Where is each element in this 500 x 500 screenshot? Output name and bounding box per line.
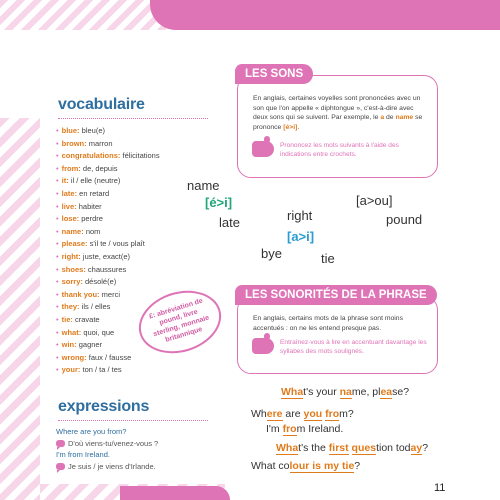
vocabulary-term: sorry: — [61, 277, 83, 287]
stress: Wha — [276, 442, 299, 454]
expressions-block — [56, 426, 158, 472]
word-tie: tie — [321, 251, 335, 266]
vocabulary-translation: chaussures — [87, 264, 127, 274]
sonorites-text: En anglais, certains mots de la phrase sont moins accentués : on ne les entend presque pas. — [253, 315, 403, 332]
sentence-4 — [276, 442, 428, 454]
word-right: right — [287, 208, 313, 223]
vocabulary-item — [56, 264, 160, 277]
sentence-3 — [266, 423, 343, 435]
vocabulary-term: congratulations: — [61, 151, 121, 161]
vocabulary-term: please: — [61, 239, 88, 249]
bullet-icon: • — [56, 289, 59, 299]
bullet-icon: • — [56, 214, 59, 224]
stress: fro — [325, 408, 340, 420]
vocabulary-item — [56, 213, 160, 226]
bullet-icon: • — [56, 201, 59, 211]
bullet-icon: • — [56, 314, 59, 324]
stress: tie — [342, 460, 355, 472]
vocabulary-item — [56, 125, 160, 138]
stress: ay — [410, 442, 423, 454]
stress: you — [303, 408, 323, 420]
vocabulary-translation: s'il te / vous plaît — [89, 239, 145, 249]
vocabulary-translation: habiter — [78, 201, 102, 211]
word-late: late — [219, 215, 240, 230]
vocabulary-term: lose: — [61, 214, 80, 224]
bullet-icon: • — [56, 365, 59, 375]
vocabulary-term: your: — [61, 365, 81, 375]
sons-text: En anglais, certaines voyelles sont prononcées avec un son que l'on appelle « diphtongue », c'est-à-dire avec deux sons qui se suivent. Par exemple, le a de name se prononce [é>i]. — [253, 95, 423, 131]
bullet-icon: • — [56, 151, 59, 161]
unstressed: are — [282, 408, 304, 420]
vocabulary-rule — [58, 118, 208, 119]
vocabulary-term: from: — [61, 163, 81, 173]
vocabulary-translation: faux / fausse — [88, 352, 132, 362]
sentence-5 — [251, 460, 360, 472]
unstressed: se? — [392, 386, 410, 398]
vocabulary-translation: ils / elles — [81, 302, 111, 312]
vocabulary-translation: il / elle (neutre) — [70, 176, 121, 186]
bullet-icon: • — [56, 352, 59, 362]
unstressed: me, pl — [351, 386, 381, 398]
expression-answer-en: I'm from Ireland. — [56, 450, 110, 459]
phonetic-ei: [é>i] — [205, 195, 233, 210]
expressions-rule — [58, 420, 208, 421]
top-pink-tab — [150, 0, 500, 30]
vocabulary-item — [56, 352, 160, 365]
pointing-hand-icon — [252, 141, 274, 157]
unstressed: What co — [251, 460, 290, 472]
sons-text-2: de — [386, 114, 394, 122]
vocabulary-item — [56, 276, 160, 289]
bullet-icon: • — [56, 264, 59, 274]
vocabulary-translation: marron — [88, 138, 113, 148]
stress: fro — [282, 423, 297, 435]
bullet-icon: • — [56, 239, 59, 249]
bullet-icon: • — [56, 163, 59, 173]
bottom-pink-tab — [120, 486, 230, 500]
word-pound: pound — [386, 212, 423, 227]
speech-bubble-icon — [56, 463, 65, 470]
unstressed: m? — [339, 408, 354, 420]
vocabulary-translation: gagner — [78, 340, 103, 350]
bullet-icon: • — [56, 138, 59, 148]
expression-question-fr-text: D'où viens-tu/venez-vous ? — [68, 438, 159, 448]
vocabulary-term: wrong: — [61, 352, 87, 362]
stress: lour is my — [289, 460, 343, 472]
unstressed: m Ireland. — [296, 423, 344, 435]
vocabulary-translation: cravate — [74, 314, 100, 324]
vocabulary-term: blue: — [61, 126, 80, 135]
vocabulary-item — [56, 150, 160, 163]
vocabulary-translation: félicitations — [122, 151, 160, 161]
phonetic-ai: [a>i] — [287, 229, 315, 244]
vocabulary-translation: bleu(e) — [81, 126, 106, 135]
stress: na — [339, 386, 352, 398]
vocabulary-term: name: — [61, 226, 84, 236]
vocabulary-term: tie: — [61, 314, 73, 324]
bullet-icon: • — [56, 188, 59, 198]
expression-answer-fr — [56, 461, 158, 473]
sons-tip-text: Prononcez les mots suivants à l'aide des indications entre crochets. — [280, 142, 399, 159]
bullet-icon: • — [56, 176, 59, 186]
vocabulary-term: win: — [61, 340, 77, 350]
vocabulary-translation: juste, exact(e) — [82, 251, 131, 261]
sons-word-name: name — [395, 114, 414, 122]
sentence-1 — [281, 386, 409, 398]
vocabulary-item — [56, 364, 160, 377]
speech-bubble-icon — [56, 440, 65, 447]
sonorites-tip — [252, 338, 432, 357]
vocabulary-translation: désolé(e) — [85, 277, 117, 287]
vocabulary-item — [56, 175, 160, 188]
stress: ere — [266, 408, 283, 420]
vocabulary-term: shoes: — [61, 264, 86, 274]
expressions-title: expressions — [58, 398, 150, 415]
stress: ea — [380, 386, 393, 398]
vocabulary-item — [56, 289, 160, 302]
vocabulary-term: what: — [61, 327, 82, 337]
unstressed: Wh — [251, 408, 267, 420]
pointing-hand-icon — [252, 338, 274, 354]
vocabulary-item — [56, 251, 160, 264]
stress: ques — [351, 442, 377, 454]
vocabulary-item — [56, 201, 160, 214]
vocabulary-term: they: — [61, 302, 80, 312]
vocabulary-term: it: — [61, 176, 69, 186]
word-name — [187, 178, 220, 193]
sons-header: LES SONS — [235, 64, 313, 84]
stress: first — [328, 442, 349, 454]
unstressed: t's the — [298, 442, 329, 454]
expression-question-fr — [56, 438, 158, 450]
vocabulary-term: brown: — [61, 138, 87, 148]
sons-tip — [252, 141, 428, 160]
vocabulary-term: right: — [61, 251, 81, 261]
vocabulary-item — [56, 188, 160, 201]
vocabulary-title: vocabulaire — [58, 96, 145, 113]
stamp-text: £: abréviation de pound, livre sterling, monnaie britannique — [148, 297, 211, 344]
unstressed: t's your — [303, 386, 340, 398]
sons-letter-a: a — [380, 114, 385, 122]
unstressed: tion tod — [376, 442, 411, 454]
vocabulary-translation: quoi, que — [83, 327, 115, 337]
phonetic-aou: [a>ou] — [356, 193, 393, 208]
vocabulary-item — [56, 138, 160, 151]
sonorites-header: LES SONORITÉS DE LA PHRASE — [235, 285, 437, 305]
vocabulary-translation: merci — [101, 289, 120, 299]
sonorites-tip-text: Entraînez-vous à lire en accentuant davantage les syllabes des mots soulignés. — [280, 339, 427, 356]
vocabulary-item — [56, 238, 160, 251]
word-name-text: name — [187, 178, 220, 193]
vocabulary-term: late: — [61, 188, 78, 198]
expression-answer-fr-text: Je suis / je viens d'Irlande. — [68, 461, 156, 471]
vocabulary-item — [56, 163, 160, 176]
bullet-icon: • — [56, 251, 59, 261]
side-stripe-band — [0, 118, 40, 500]
unstressed: ? — [354, 460, 361, 472]
expression-question-en: Where are you from? — [56, 427, 127, 436]
vocabulary-translation: en retard — [79, 188, 110, 198]
vocabulary-translation: de, depuis — [82, 163, 118, 173]
sentence-2 — [251, 408, 354, 420]
vocabulary-term: live: — [61, 201, 77, 211]
unstressed: I'm — [266, 423, 283, 435]
sons-text-1: En anglais, certaines voyelles sont prononcées avec un son que l'on appelle « diphtongue », c'est-à-dire avec deux sons qui se suivent. Par exemple, le — [253, 95, 421, 122]
vocabulary-translation: nom — [85, 226, 101, 236]
vocabulary-term: thank you: — [61, 289, 100, 299]
word-bye: bye — [261, 246, 282, 261]
bullet-icon: • — [56, 327, 59, 337]
bullet-icon: • — [56, 226, 59, 236]
stress: Wha — [281, 386, 304, 398]
vocabulary-item — [56, 226, 160, 239]
sons-text-3: se prononce — [253, 114, 423, 131]
unstressed: ? — [422, 442, 429, 454]
vocabulary-translation: perdre — [81, 214, 103, 224]
bullet-icon: • — [56, 277, 59, 287]
bullet-icon: • — [56, 302, 59, 312]
sons-phonetic: [é>i] — [283, 123, 298, 131]
page-number: 11 — [434, 482, 446, 494]
bullet-icon: • — [56, 340, 59, 350]
bullet-icon: • — [56, 126, 59, 135]
vocabulary-translation: ton / ta / tes — [82, 365, 122, 375]
